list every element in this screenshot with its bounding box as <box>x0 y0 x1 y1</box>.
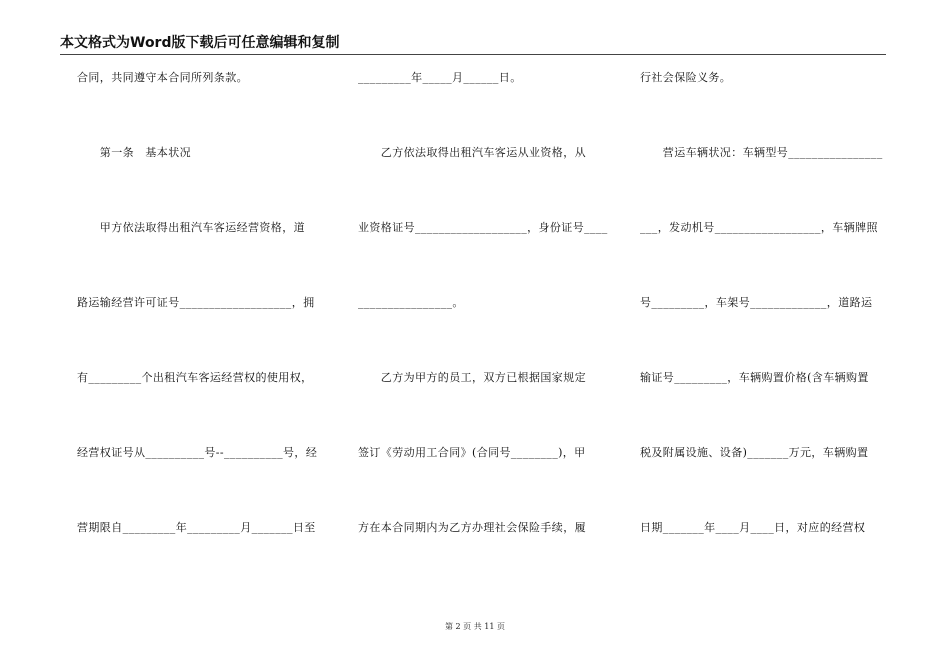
text-line: 日期_______年____月____日，对应的经营权 <box>640 521 866 534</box>
text-column-right <box>640 70 890 595</box>
text-line: ___，发动机号__________________，车辆牌照 <box>640 221 878 234</box>
text-line: 乙方依法取得出租汽车客运从业资格，从 <box>358 146 586 159</box>
text-line: 签订《劳动用工合同》(合同号________)，甲 <box>358 446 586 459</box>
page-number: 第 2 页 共 11 页 <box>445 622 505 631</box>
text-column-middle <box>358 70 608 595</box>
text-line: 号_________，车架号_____________，道路运 <box>640 296 873 309</box>
text-line: 输证号_________，车辆购置价格(含车辆购置 <box>640 371 869 384</box>
header-divider <box>60 54 886 55</box>
text-line: ________________。 <box>358 296 464 309</box>
text-line: 税及附属设施、设备)_______万元，车辆购置 <box>640 446 869 459</box>
text-line: 乙方为甲方的员工，双方已根据国家规定 <box>358 371 586 384</box>
text-line: 业资格证号___________________，身份证号____ <box>358 221 608 234</box>
page-header <box>60 34 886 55</box>
text-line: 路运输经营许可证号___________________，拥 <box>77 296 315 309</box>
text-line: 合同，共同遵守本合同所列条款。 <box>77 71 248 84</box>
text-column-left <box>77 70 327 595</box>
text-line: 方在本合同期内为乙方办理社会保险手续，履 <box>358 521 586 534</box>
text-line: 有_________个出租汽车客运经营权的使用权， <box>77 371 313 384</box>
text-line: 营期限自_________年_________月_______日至 <box>77 521 316 534</box>
text-line: _________年_____月______日。 <box>358 71 522 84</box>
text-line: 营运车辆状况：车辆型号________________ <box>640 146 883 159</box>
document-header-title: 本文格式为Word版下载后可任意编辑和复制 <box>60 35 340 51</box>
text-line: 行社会保险义务。 <box>640 71 732 84</box>
text-line: 甲方依法取得出租汽车客运经营资格，道 <box>77 221 305 234</box>
text-line: 经营权证号从__________号--__________号，经 <box>77 446 318 459</box>
text-line: 第一条 基本状况 <box>77 146 191 159</box>
